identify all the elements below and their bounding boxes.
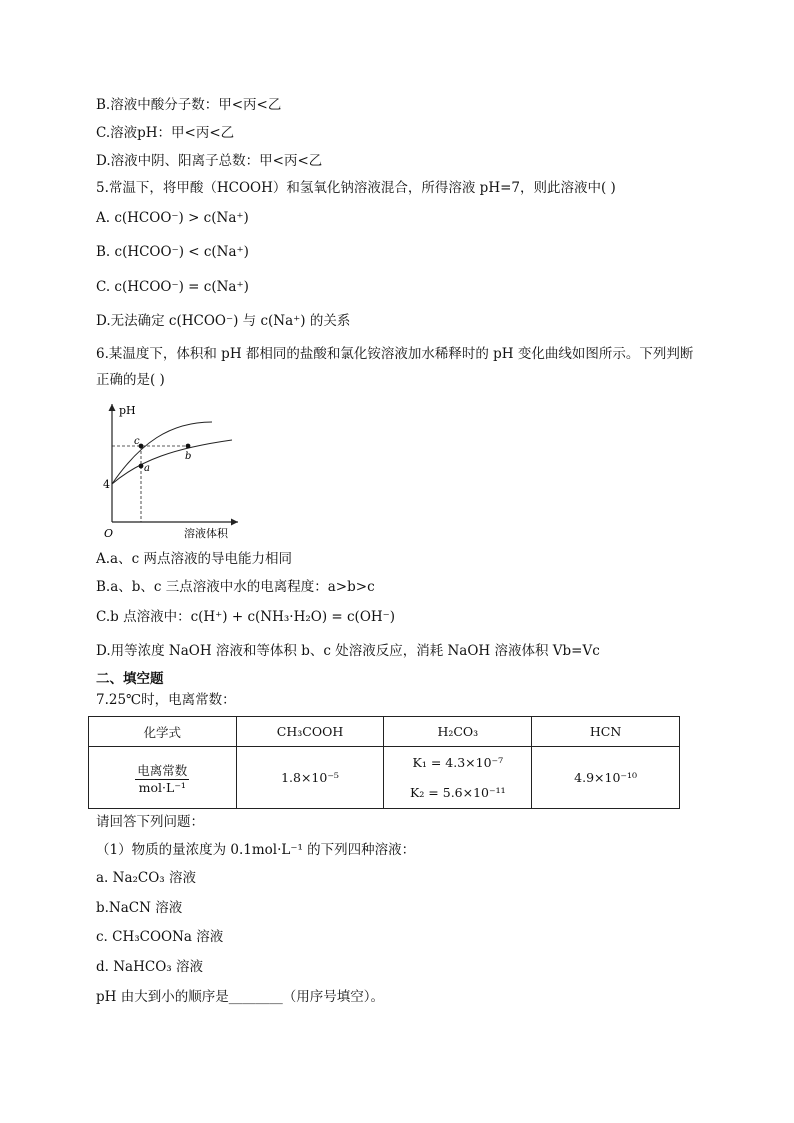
upper-curve <box>112 422 212 484</box>
header-ch3cooh: CH₃COOH <box>236 717 384 747</box>
header-h2co3: H₂CO₃ <box>384 717 532 747</box>
point-b-label: b <box>185 451 192 462</box>
q4-option-d: D.溶液中阴、阳离子总数：甲<丙<乙 <box>96 153 323 169</box>
y-axis-label: pH <box>119 404 136 417</box>
point-b <box>186 444 191 449</box>
h2co3-k2: K₂ = 5.6×10⁻¹¹ <box>409 784 506 800</box>
h2co3-constants-cell <box>384 747 532 809</box>
q6-stem: 6.某温度下，体积和 pH 都相同的盐酸和氯化铵溶液加水稀释时的 pH 变化曲线如图所示。下列判断正确的是( ) <box>96 346 694 388</box>
q7-prompt: 请回答下列问题： <box>96 814 204 830</box>
table-header-row <box>89 717 680 747</box>
solution-d: d. NaHCO₃ 溶液 <box>96 959 203 975</box>
constant-label-numerator: 电离常数 <box>137 762 188 778</box>
constant-label-cell <box>89 747 237 809</box>
constant-unit-fraction <box>135 761 189 795</box>
solution-a: a. Na₂CO₃ 溶液 <box>96 870 197 886</box>
ionization-constant-table <box>88 716 680 809</box>
table-constant-row <box>89 747 680 809</box>
q5-stem: 5.常温下，将甲酸（HCOOH）和氢氧化钠溶液混合，所得溶液 pH=7，则此溶液中( ) <box>96 180 616 196</box>
point-a-label: a <box>144 463 150 474</box>
q6-option-c: C.b 点溶液中：c(H⁺) + c(NH₃·H₂O) = c(OH⁻) <box>96 609 396 625</box>
y-tick-label: 4 <box>103 478 110 491</box>
h2co3-k1: K₁ = 4.3×10⁻⁷ <box>412 754 504 770</box>
ph-dilution-graph <box>100 398 260 544</box>
q7-stem: 7.25℃时，电离常数： <box>96 692 236 708</box>
q5-option-d: D.无法确定 c(HCOO⁻) 与 c(Na⁺) 的关系 <box>96 313 351 329</box>
constant-label-denominator: mol·L⁻¹ <box>138 779 186 795</box>
q5-option-a: A. c(HCOO⁻) > c(Na⁺) <box>96 210 249 226</box>
answer-line: pH 由大到小的顺序是________（用序号填空）。 <box>96 989 384 1005</box>
point-a <box>139 464 144 469</box>
solution-c: c. CH₃COONa 溶液 <box>96 929 224 945</box>
solution-b: b.NaCN 溶液 <box>96 900 183 916</box>
origin-label: O <box>104 527 114 540</box>
section-heading: 二、填空题 <box>96 671 164 687</box>
q5-option-b: B. c(HCOO⁻) < c(Na⁺) <box>96 244 249 260</box>
q6-option-b: B.a、b、c 三点溶液中水的电离程度：a>b>c <box>96 579 375 595</box>
hcn-constant: 4.9×10⁻¹⁰ <box>532 747 680 809</box>
header-hcn: HCN <box>532 717 680 747</box>
q6-option-a: A.a、c 两点溶液的导电能力相同 <box>96 551 292 567</box>
lower-curve <box>112 440 232 484</box>
q4-option-c: C.溶液pH：甲<丙<乙 <box>96 125 235 141</box>
q7-part1-intro: （1）物质的量浓度为 0.1mol·L⁻¹ 的下列四种溶液： <box>96 842 416 858</box>
point-c-label: c <box>134 436 140 447</box>
x-axis-label: 溶液体积 <box>184 527 228 540</box>
header-formula-label: 化学式 <box>89 717 237 747</box>
q6-option-d: D.用等浓度 NaOH 溶液和等体积 b、c 处溶液反应，消耗 NaOH 溶液体积 Vb=Vc <box>96 643 600 659</box>
ch3cooh-constant: 1.8×10⁻⁵ <box>236 747 384 809</box>
q5-option-c: C. c(HCOO⁻) = c(Na⁺) <box>96 279 249 295</box>
q4-option-b: B.溶液中酸分子数：甲<丙<乙 <box>96 97 282 113</box>
